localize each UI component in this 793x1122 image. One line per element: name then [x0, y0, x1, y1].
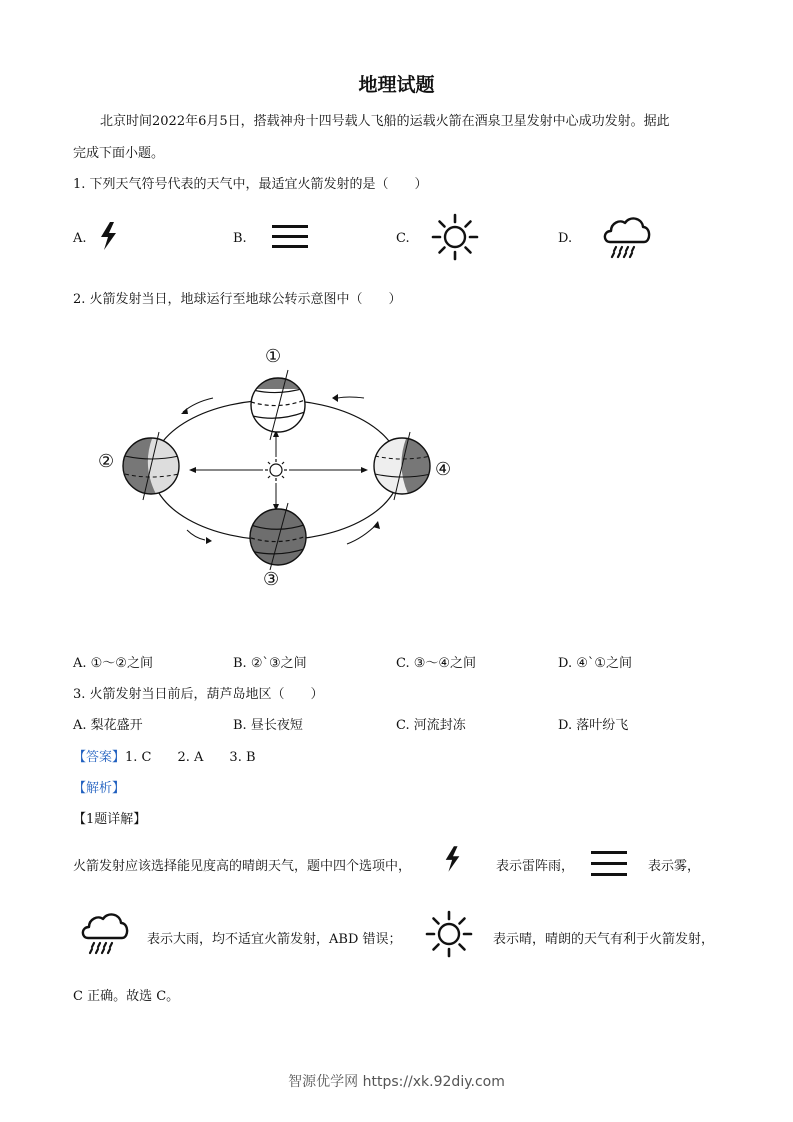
lightning-icon: [98, 222, 120, 250]
earth-position-3: [250, 503, 307, 570]
diagram-label-1: ①: [265, 346, 282, 367]
earth-position-1: [245, 370, 315, 440]
fog-icon: [591, 850, 629, 878]
q2-option-c: C. ③～④之间: [396, 656, 477, 671]
rain-cloud-icon: [80, 910, 130, 954]
q1-option-c-label: C.: [396, 231, 410, 246]
earth-position-4: [374, 432, 440, 500]
q1-option-a-label: A.: [73, 231, 87, 246]
answer-tag: 【答案】: [73, 750, 126, 765]
q2-stem: 2. 火箭发射当日，地球运行至地球公转示意图中（ ）: [73, 292, 402, 307]
diagram-label-3: ③: [263, 569, 280, 590]
detail-p2-a: 表示大雨，均不适宜火箭发射，ABD 错误；: [147, 932, 402, 947]
earth-orbit-diagram: [95, 340, 465, 590]
intro-line-2: 完成下面小题。: [73, 146, 165, 161]
q1-option-b-label: B.: [233, 231, 247, 246]
q2-option-d: D. ④`①之间: [558, 656, 633, 671]
q3-option-d: D. 落叶纷飞: [558, 718, 629, 733]
sun-icon: [265, 459, 287, 481]
q2-option-a: A. ①～②之间: [73, 656, 153, 671]
answer-line: [73, 746, 256, 765]
q2-option-b: B. ②`③之间: [233, 656, 307, 671]
analysis-tag: 【解析】: [73, 781, 126, 796]
intro-line-1: 北京时间2022年6月5日，搭载神舟十四号载人飞船的运载火箭在酒泉卫星发射中心成功发射。据此: [100, 114, 670, 129]
q1-stem: 1. 下列天气符号代表的天气中，最适宜火箭发射的是（ ）: [73, 177, 428, 192]
q1-option-d-label: D.: [558, 231, 573, 246]
detail-p1-b: 表示雷阵雨，: [496, 859, 575, 874]
q3-stem: 3. 火箭发射当日前后，葫芦岛地区（ ）: [73, 687, 324, 702]
earth-position-2: [123, 432, 190, 500]
answer-text: 1. C 2. A 3. B: [125, 750, 256, 765]
rain-cloud-icon: [602, 214, 652, 258]
detail-p3: C 正确。故选 C。: [73, 989, 180, 1004]
q3-option-b: B. 昼长夜短: [233, 718, 303, 733]
detail-tag: 【1题详解】: [73, 812, 147, 827]
diagram-label-4: ④: [435, 459, 452, 480]
diagram-label-2: ②: [98, 451, 115, 472]
sun-icon: [432, 214, 478, 260]
detail-p1-a: 火箭发射应该选择能见度高的晴朗天气，题中四个选项中，: [73, 859, 412, 874]
page-title: 地理试题: [358, 74, 435, 96]
lightning-icon: [443, 846, 463, 872]
detail-p2-b: 表示晴，晴朗的天气有利于火箭发射，: [493, 932, 715, 947]
footer-watermark[interactable]: 智源优学网 https://xk.92diy.com: [288, 1074, 505, 1090]
q3-option-a: A. 梨花盛开: [73, 718, 143, 733]
q3-option-c: C. 河流封冻: [396, 718, 466, 733]
detail-p1-c: 表示雾，: [648, 859, 701, 874]
sun-icon: [426, 911, 472, 957]
fog-icon: [272, 224, 310, 250]
